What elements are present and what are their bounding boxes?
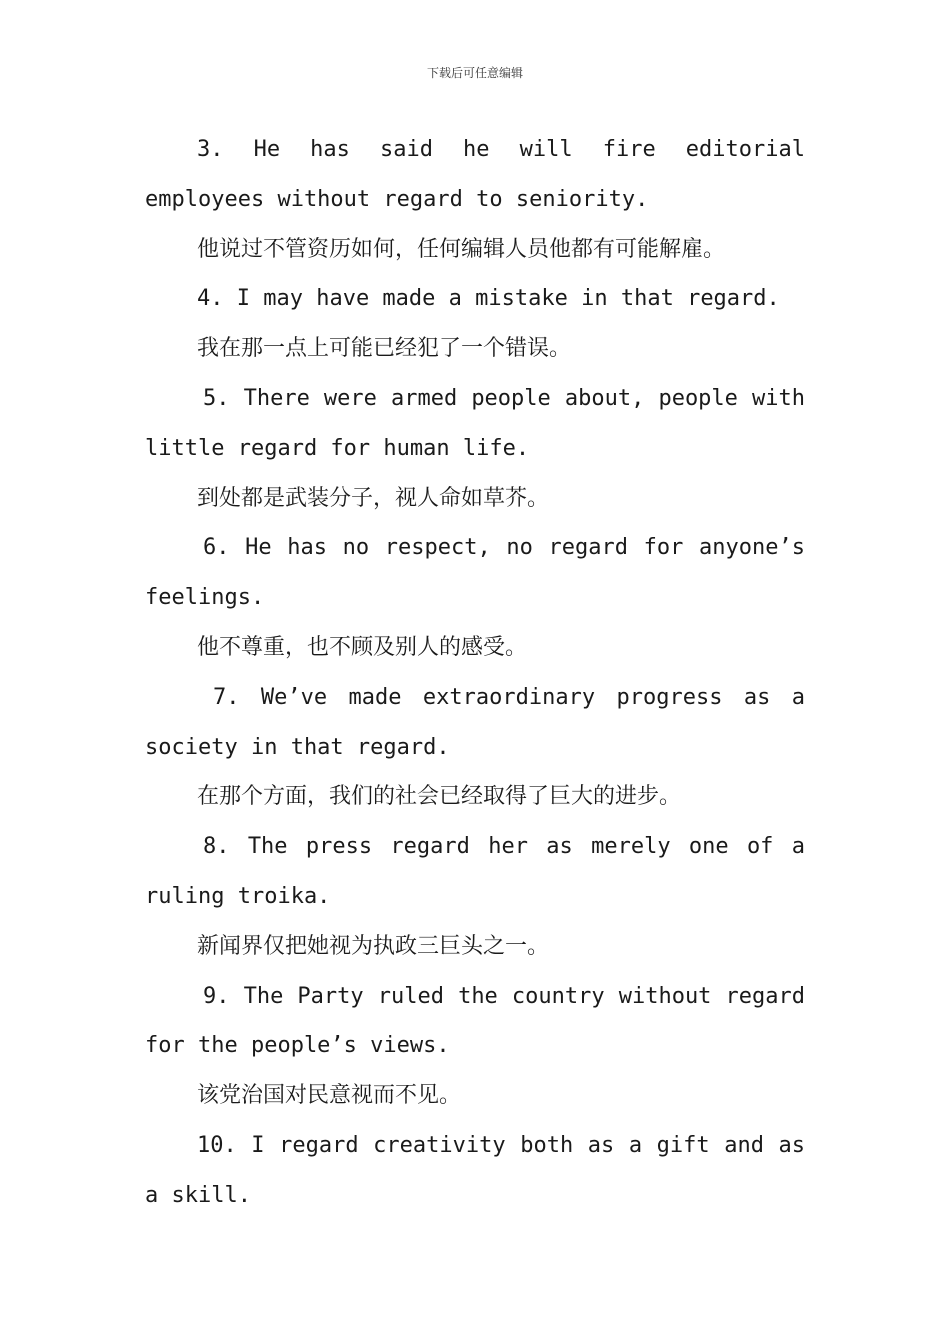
sentence-en-6: 6. He has no respect, no regard for anyone’s feelings. [145,535,805,611]
sentence-en-4: 4. I may have made a mistake in that regard. [197,286,780,312]
sentence-en-8: 8. The press regard her as merely one of a ruling troika. [145,834,805,909]
document-body [145,125,805,1221]
sentence-zh-7: 在那个方面，我们的社会已经取得了巨大的进步。 [197,784,682,810]
sentence-zh-4: 我在那一点上可能已经犯了一个错误。 [197,336,572,362]
sentence-zh-6: 他不尊重，也不顾及别人的感受。 [197,634,528,660]
sentence-zh-3: 他说过不管资历如何，任何编辑人员他都有可能解雇。 [197,236,726,262]
sentence-en-7: 7. We’ve made extraordinary progress as a society in that regard. [145,684,805,760]
sentence-en-5: 5. There were armed people about, people with little regard for human life. [145,385,805,461]
sentence-en-10: 10. I regard creativity both as a gift and as a skill. [145,1132,805,1208]
page-header: 下载后可任意编辑 [426,66,523,80]
sentence-en-9: 9. The Party ruled the country without regard for the people’s views. [145,983,805,1059]
sentence-zh-8: 新闻界仅把她视为执政三巨头之一。 [197,933,550,959]
sentence-zh-9: 该党治国对民意视而不见。 [197,1083,462,1109]
sentence-en-3: 3. He has said he will fire editorial employees without regard to seniority. [145,137,805,212]
sentence-zh-5: 到处都是武装分子，视人命如草芥。 [197,485,550,511]
